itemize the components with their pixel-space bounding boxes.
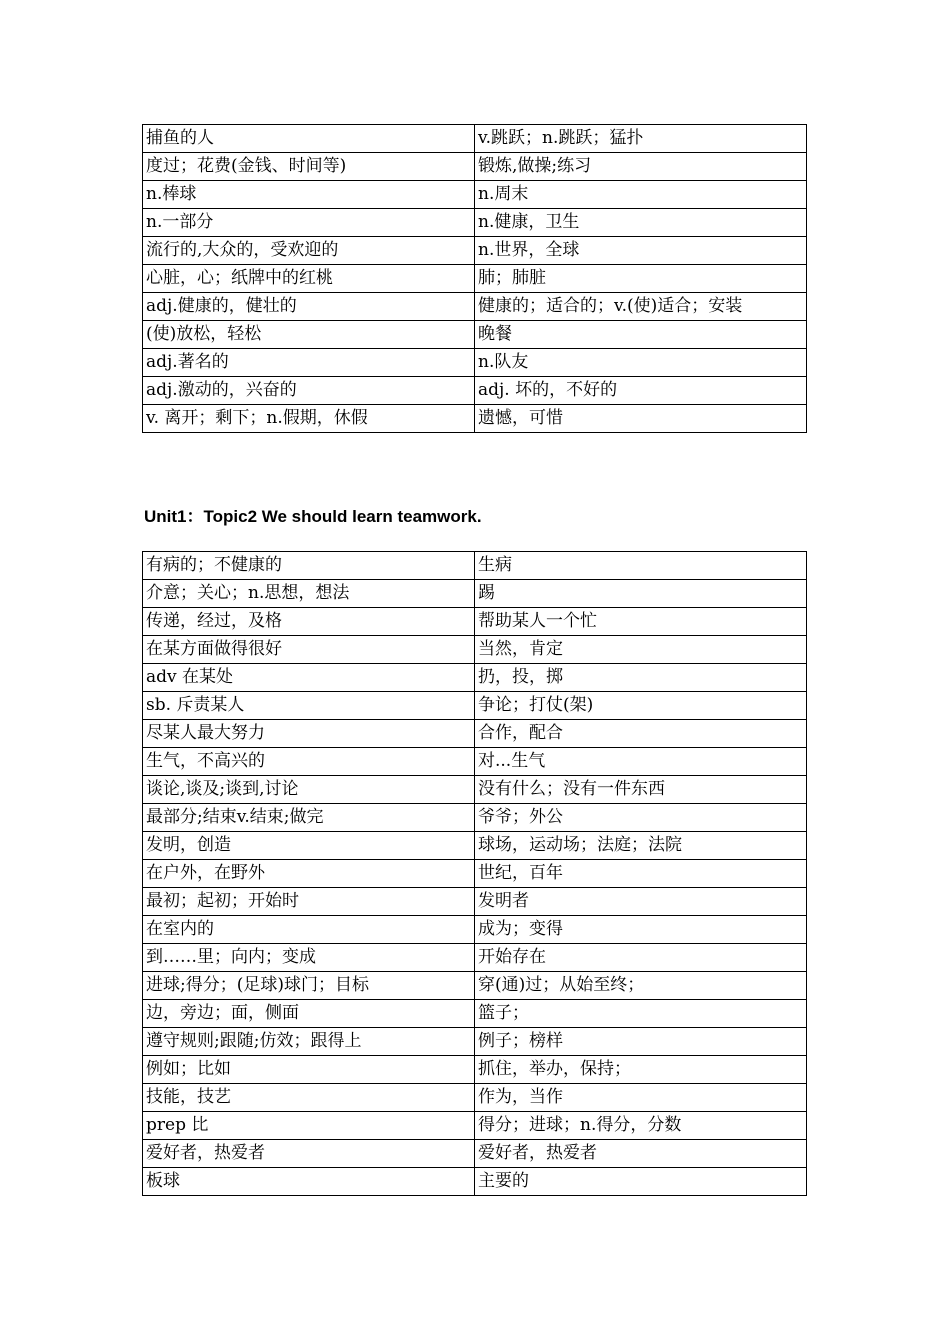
table-cell-left: sb. 斥责某人 [143,692,475,720]
table-cell-left: (使)放松，轻松 [143,321,475,349]
section-heading: Unit1：Topic2 We should learn teamwork. [144,507,482,526]
table-cell-left: n.一部分 [143,209,475,237]
table-cell-right: 爱好者，热爱者 [475,1140,807,1168]
table-cell-right: 帮助某人一个忙 [475,608,807,636]
table-cell-right: 遗憾，可惜 [475,405,807,433]
table-cell-left: 在室内的 [143,916,475,944]
table-row [143,1140,807,1168]
table-cell-left: 介意；关心；n.思想，想法 [143,580,475,608]
table-cell-left: 生气，不高兴的 [143,748,475,776]
table-cell-left: 进球;得分；(足球)球门；目标 [143,972,475,1000]
table-row [143,265,807,293]
table-row [143,1000,807,1028]
table-cell-right: 发明者 [475,888,807,916]
table-cell-left: prep 比 [143,1112,475,1140]
table-cell-left: 有病的；不健康的 [143,552,475,580]
table-row [143,944,807,972]
table-row [143,636,807,664]
table-cell-right: 健康的；适合的；v.(使)适合；安装 [475,293,807,321]
table-row [143,720,807,748]
vocab-table-1 [142,124,807,433]
table-cell-right: 扔，投，掷 [475,664,807,692]
table-row [143,888,807,916]
table-cell-left: adv 在某处 [143,664,475,692]
table-row [143,860,807,888]
table-row [143,972,807,1000]
table-cell-right: 合作，配合 [475,720,807,748]
table-cell-left: 在户外，在野外 [143,860,475,888]
table-cell-left: 板球 [143,1168,475,1196]
table-cell-right: 生病 [475,552,807,580]
table-row [143,552,807,580]
table-row [143,804,807,832]
table-row [143,377,807,405]
table-cell-left: 捕鱼的人 [143,125,475,153]
table-cell-left: 爱好者，热爱者 [143,1140,475,1168]
table-row [143,1056,807,1084]
table-cell-left: 在某方面做得很好 [143,636,475,664]
table-cell-right: 穿(通)过；从始至终； [475,972,807,1000]
table-cell-right: 对...生气 [475,748,807,776]
vocab-table-2-body [143,552,807,1196]
table-row [143,580,807,608]
table-cell-left: adj.激动的，兴奋的 [143,377,475,405]
table-cell-left: adj.健康的，健壮的 [143,293,475,321]
table-row [143,608,807,636]
vocab-table-1-body [143,125,807,433]
table-row [143,293,807,321]
table-cell-left: 到……里；向内；变成 [143,944,475,972]
table-cell-right: 争论；打仗(架) [475,692,807,720]
table-cell-right: 抓住，举办，保持； [475,1056,807,1084]
table-cell-right: 当然，肯定 [475,636,807,664]
table-row [143,1084,807,1112]
table-row [143,1028,807,1056]
table-cell-right: 例子；榜样 [475,1028,807,1056]
table-row [143,209,807,237]
table-cell-left: 度过；花费(金钱、时间等) [143,153,475,181]
table-cell-right: 世纪，百年 [475,860,807,888]
table-cell-left: 例如；比如 [143,1056,475,1084]
table-cell-right: 成为；变得 [475,916,807,944]
table-cell-left: 心脏，心；纸牌中的红桃 [143,265,475,293]
table-cell-right: v.跳跃；n.跳跃；猛扑 [475,125,807,153]
table-cell-left: n.棒球 [143,181,475,209]
table-row [143,664,807,692]
table-cell-left: 最部分;结束v.结束;做完 [143,804,475,832]
table-cell-right: n.健康，卫生 [475,209,807,237]
table-cell-right: 得分；进球；n.得分，分数 [475,1112,807,1140]
table-cell-right: 晚餐 [475,321,807,349]
table-cell-left: 传递，经过，及格 [143,608,475,636]
table-row [143,405,807,433]
table-cell-left: v. 离开；剩下；n.假期，休假 [143,405,475,433]
table-row [143,1112,807,1140]
table-cell-right: 篮子； [475,1000,807,1028]
table-row [143,181,807,209]
table-cell-left: 遵守规则;跟随;仿效；跟得上 [143,1028,475,1056]
table-cell-left: 最初；起初；开始时 [143,888,475,916]
table-row [143,125,807,153]
table-cell-right: 球场，运动场；法庭；法院 [475,832,807,860]
table-cell-left: 谈论,谈及;谈到,讨论 [143,776,475,804]
table-cell-right: adj. 坏的，不好的 [475,377,807,405]
table-row [143,237,807,265]
table-cell-right: 开始存在 [475,944,807,972]
table-row [143,916,807,944]
table-row [143,692,807,720]
table-cell-right: 主要的 [475,1168,807,1196]
table-cell-left: 技能，技艺 [143,1084,475,1112]
table-row [143,349,807,377]
table-cell-right: 作为，当作 [475,1084,807,1112]
table-row [143,832,807,860]
table-cell-left: 尽某人最大努力 [143,720,475,748]
table-cell-right: 肺；肺脏 [475,265,807,293]
table-cell-left: 边，旁边；面，侧面 [143,1000,475,1028]
table-row [143,748,807,776]
table-cell-right: 踢 [475,580,807,608]
table-cell-left: 发明，创造 [143,832,475,860]
table-row [143,776,807,804]
table-cell-right: 爷爷；外公 [475,804,807,832]
table-row [143,321,807,349]
table-row [143,153,807,181]
table-cell-left: 流行的,大众的，受欢迎的 [143,237,475,265]
table-cell-right: n.队友 [475,349,807,377]
table-cell-right: 没有什么；没有一件东西 [475,776,807,804]
table-cell-right: 锻炼,做操;练习 [475,153,807,181]
vocab-table-2 [142,551,807,1196]
table-cell-right: n.世界，全球 [475,237,807,265]
table-cell-left: adj.著名的 [143,349,475,377]
table-row [143,1168,807,1196]
table-cell-right: n.周末 [475,181,807,209]
